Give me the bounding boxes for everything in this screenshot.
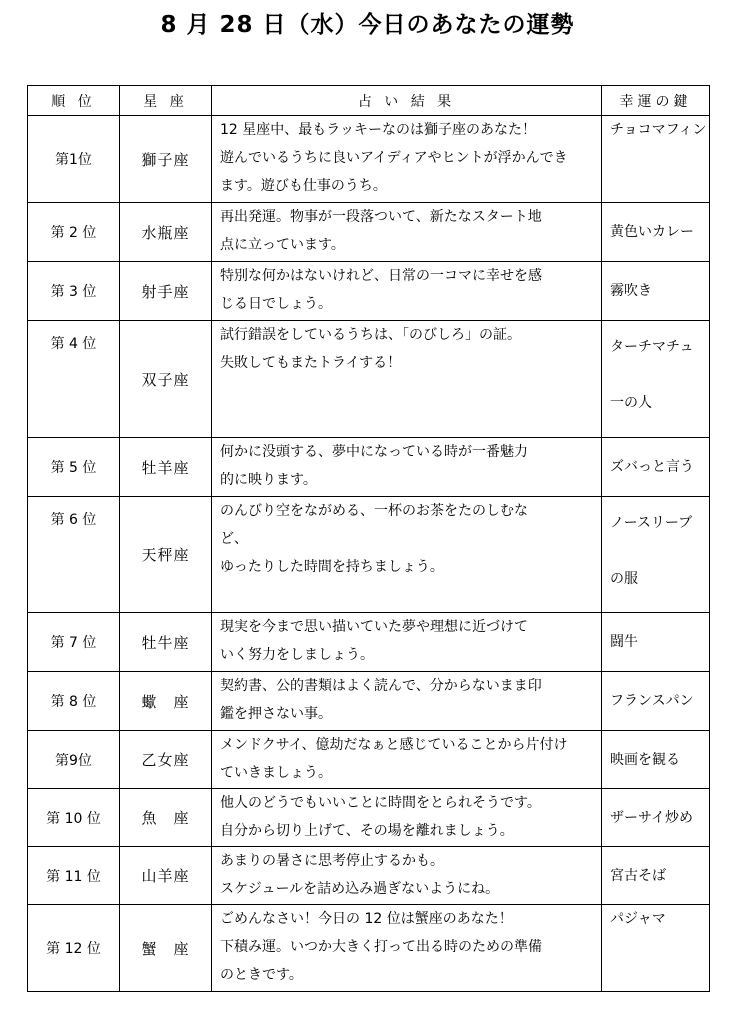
page-title: 8 月 28 日（水）今日のあなたの運勢 bbox=[160, 12, 575, 38]
sign-cell: 獅子座 bbox=[120, 116, 212, 203]
sign-cell: 蠍 座 bbox=[120, 672, 212, 731]
result-cell bbox=[212, 847, 602, 905]
result-cell bbox=[212, 731, 602, 789]
key-cell bbox=[602, 321, 710, 438]
rank-cell: 第 3 位 bbox=[28, 262, 120, 321]
result-line: 自分から切り上げて、その場を離れましょう。 bbox=[220, 823, 514, 839]
result-line: あまりの暑さに思考停止するかも。 bbox=[220, 853, 444, 869]
result-line: 失敗してもまたトライする！ bbox=[220, 355, 402, 371]
table-header-row bbox=[28, 86, 710, 116]
key-cell bbox=[602, 262, 710, 321]
rank-cell: 第 8 位 bbox=[28, 672, 120, 731]
sign-cell: 水瓶座 bbox=[120, 203, 212, 262]
result-line: 点に立っています。 bbox=[220, 237, 345, 253]
result-cell bbox=[212, 672, 602, 731]
sign-cell: 山羊座 bbox=[120, 847, 212, 905]
result-line: 試行錯誤をしているうちは、「のびしろ」の証。 bbox=[220, 327, 521, 343]
result-line: いく努力をしましょう。 bbox=[220, 647, 374, 663]
key-line: 霧吹き bbox=[610, 283, 652, 299]
key-line: 闘牛 bbox=[610, 634, 638, 650]
table-row bbox=[28, 438, 710, 497]
result-line: 何かに没頭する、夢中になっている時が一番魅力 bbox=[220, 444, 528, 460]
result-line: のんびり空をながめる、一杯のお茶をたのしむな bbox=[220, 503, 528, 519]
key-line: 黄色いカレー bbox=[610, 224, 694, 240]
table-row bbox=[28, 203, 710, 262]
result-cell bbox=[212, 905, 602, 992]
sign-cell: 乙女座 bbox=[120, 731, 212, 789]
result-line: 現実を今まで思い描いていた夢や理想に近づけて bbox=[220, 619, 528, 635]
key-cell bbox=[602, 672, 710, 731]
key-line: フランスパン bbox=[610, 693, 694, 709]
result-cell bbox=[212, 321, 602, 438]
key-line: ノースリーブ bbox=[610, 515, 693, 531]
result-line: ゆったりした時間を持ちましょう。 bbox=[220, 559, 444, 575]
result-line: 12 星座中、最もラッキーなのは獅子座のあなた！ bbox=[220, 122, 536, 138]
header-sign: 星 座 bbox=[120, 86, 212, 116]
rank-cell: 第 2 位 bbox=[28, 203, 120, 262]
sign-cell: 蟹 座 bbox=[120, 905, 212, 992]
header-result: 占 い 結 果 bbox=[212, 86, 602, 116]
header-key: 幸運の鍵 bbox=[602, 86, 710, 116]
result-cell bbox=[212, 789, 602, 847]
table-row bbox=[28, 731, 710, 789]
table-row bbox=[28, 613, 710, 672]
sign-cell: 双子座 bbox=[120, 321, 212, 438]
result-line: メンドクサイ、億劫だなぁと感じていることから片付け bbox=[220, 737, 568, 753]
result-cell bbox=[212, 262, 602, 321]
key-cell bbox=[602, 116, 710, 203]
key-line: 映画を観る bbox=[610, 751, 680, 768]
key-line: 一の人 bbox=[610, 395, 652, 411]
rank-cell: 第 7 位 bbox=[28, 613, 120, 672]
result-cell bbox=[212, 116, 602, 203]
key-line bbox=[610, 537, 703, 565]
result-line: 他人のどうでもいいことに時間をとられそうです。 bbox=[220, 795, 541, 811]
key-cell bbox=[602, 905, 710, 992]
rank-cell: 第 11 位 bbox=[28, 847, 120, 905]
result-line: 下積み運。いつか大きく打って出る時のための準備 bbox=[220, 939, 542, 955]
result-line: 遊んでいるうちに良いアイディアやヒントが浮かんでき bbox=[220, 150, 568, 166]
rank-cell: 第9位 bbox=[28, 731, 120, 789]
result-line: ごめんなさい！今日の 12 位は蟹座のあなた！ bbox=[220, 911, 513, 927]
result-line: 的に映ります。 bbox=[220, 472, 317, 488]
sign-cell: 牡牛座 bbox=[120, 613, 212, 672]
result-cell bbox=[212, 203, 602, 262]
rank-cell: 第 10 位 bbox=[28, 789, 120, 847]
key-cell bbox=[602, 203, 710, 262]
rank-cell: 第1位 bbox=[28, 116, 120, 203]
key-cell bbox=[602, 438, 710, 497]
table-row bbox=[28, 789, 710, 847]
result-line: スケジュールを詰め込み過ぎないようにね。 bbox=[220, 881, 500, 897]
key-line: の服 bbox=[610, 571, 638, 587]
key-line bbox=[610, 361, 703, 389]
key-line: パジャマ bbox=[610, 911, 666, 927]
table-row bbox=[28, 672, 710, 731]
header-rank: 順 位 bbox=[28, 86, 120, 116]
result-line: 再出発運。物事が一段落ついて、新たなスタート地 bbox=[220, 209, 542, 225]
table-row bbox=[28, 905, 710, 992]
result-line: じる日でしょう。 bbox=[220, 296, 332, 312]
result-line: 契約書、公的書類はよく読んで、分からないまま印 bbox=[220, 678, 542, 694]
sign-cell: 牡羊座 bbox=[120, 438, 212, 497]
rank-cell: 第 5 位 bbox=[28, 438, 120, 497]
key-line: ターチマチュ bbox=[610, 339, 694, 355]
key-line: 宮古そば bbox=[610, 867, 666, 884]
result-line: ます。遊びも仕事のうち。 bbox=[220, 178, 387, 194]
table-row bbox=[28, 116, 710, 203]
key-cell bbox=[602, 731, 710, 789]
rank-cell: 第 4 位 bbox=[28, 321, 120, 438]
result-cell bbox=[212, 613, 602, 672]
key-cell bbox=[602, 789, 710, 847]
key-cell bbox=[602, 613, 710, 672]
sign-cell: 射手座 bbox=[120, 262, 212, 321]
key-cell bbox=[602, 847, 710, 905]
table-row bbox=[28, 321, 710, 438]
key-cell bbox=[602, 497, 710, 613]
table-row bbox=[28, 262, 710, 321]
sign-cell: 天秤座 bbox=[120, 497, 212, 613]
result-cell bbox=[212, 438, 602, 497]
result-line: ていきましょう。 bbox=[220, 765, 332, 781]
rank-cell: 第 12 位 bbox=[28, 905, 120, 992]
rank-cell: 第 6 位 bbox=[28, 497, 120, 613]
result-line: のときです。 bbox=[220, 967, 303, 983]
result-cell bbox=[212, 497, 602, 613]
table-row bbox=[28, 497, 710, 613]
result-line: ど、 bbox=[220, 531, 248, 547]
sign-cell: 魚 座 bbox=[120, 789, 212, 847]
key-line: ザーサイ炒め bbox=[610, 809, 694, 826]
table-row bbox=[28, 847, 710, 905]
key-line: チョコマフィン bbox=[610, 122, 707, 138]
horoscope-table bbox=[27, 85, 710, 992]
result-line: 特別な何かはないけれど、日常の一コマに幸せを感 bbox=[220, 268, 542, 284]
result-line: 鑑を押さない事。 bbox=[220, 706, 332, 722]
key-line: ズバっと言う bbox=[610, 459, 694, 475]
